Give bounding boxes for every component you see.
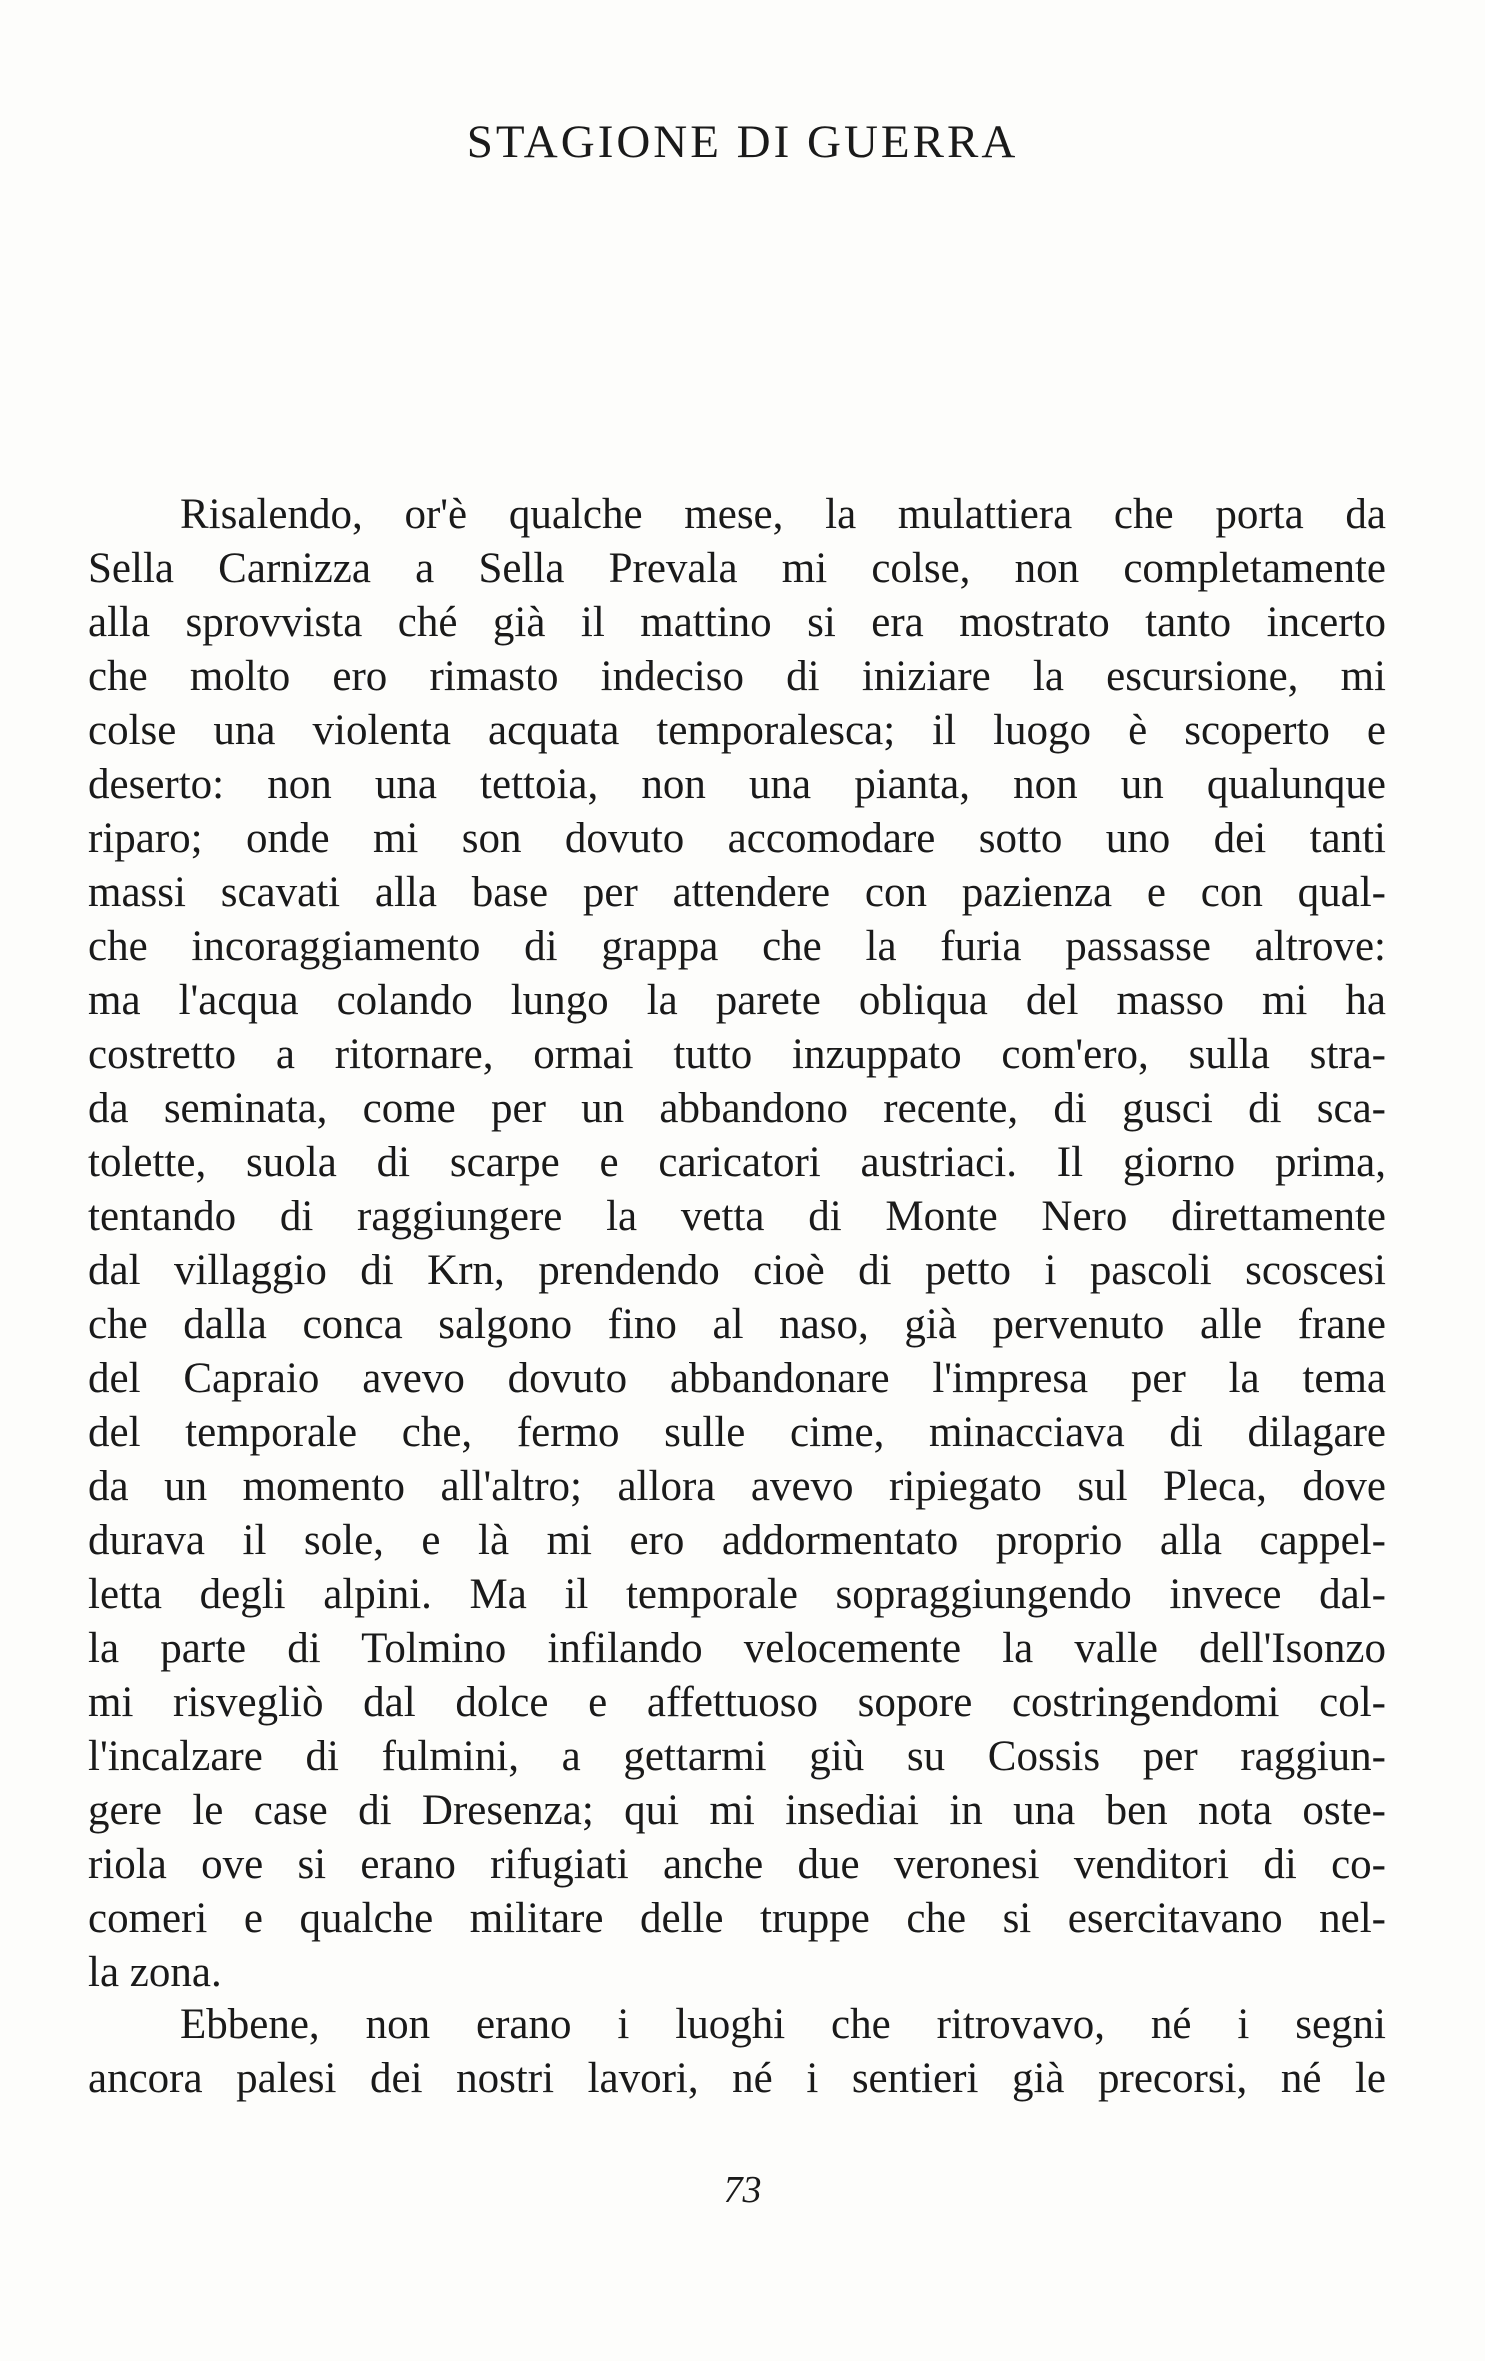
text-line: Ebbene, non erano i luoghi che ritrovavo, né i segni — [180, 2001, 1386, 2048]
text-line: alla sprovvista ché già il mattino si era mostrato tanto incerto — [88, 599, 1386, 646]
text-line: tentando di raggiungere la vetta di Monte Nero direttamente — [88, 1193, 1386, 1240]
text-line: del Capraio avevo dovuto abbandonare l'impresa per la tema — [88, 1355, 1386, 1402]
text-line: da un momento all'altro; allora avevo ripiegato sul Pleca, dove — [88, 1463, 1386, 1510]
text-line: durava il sole, e là mi ero addormentato proprio alla cappel- — [88, 1517, 1386, 1564]
text-line: del temporale che, fermo sulle cime, minacciava di dilagare — [88, 1409, 1386, 1456]
text-line: colse una violenta acquata temporalesca; il luogo è scoperto e — [88, 707, 1386, 754]
text-line: costretto a ritornare, ormai tutto inzuppato com'ero, sulla stra- — [88, 1031, 1386, 1078]
text-line: tolette, suola di scarpe e caricatori austriaci. Il giorno prima, — [88, 1139, 1386, 1186]
text-line: Risalendo, or'è qualche mese, la mulattiera che porta da — [180, 491, 1386, 538]
running-head: STAGIONE DI GUERRA — [466, 116, 1019, 168]
paragraph-2 — [88, 1998, 1386, 2106]
text-line: riparo; onde mi son dovuto accomodare sotto uno dei tanti — [88, 815, 1386, 862]
text-line: deserto: non una tettoia, non una pianta, non un qualunque — [88, 761, 1386, 808]
text-line: la zona. — [88, 1949, 222, 1996]
text-line: comeri e qualche militare delle truppe che si esercitavano nel- — [88, 1895, 1386, 1942]
page-number: 73 — [723, 2169, 762, 2211]
text-line: gere le case di Dresenza; qui mi insediai in una ben nota oste- — [88, 1787, 1386, 1834]
text-line: massi scavati alla base per attendere con pazienza e con qual- — [88, 869, 1386, 916]
text-line: che incoraggiamento di grappa che la furia passasse altrove: — [88, 923, 1386, 970]
text-line: l'incalzare di fulmini, a gettarmi giù su Cossis per raggiun- — [88, 1733, 1386, 1780]
text-line: ma l'acqua colando lungo la parete obliqua del masso mi ha — [88, 977, 1386, 1024]
text-line: ancora palesi dei nostri lavori, né i sentieri già precorsi, né le — [88, 2055, 1386, 2102]
text-line: dal villaggio di Krn, prendendo cioè di petto i pascoli scoscesi — [88, 1247, 1386, 1294]
text-line: mi risvegliò dal dolce e affettuoso sopore costringendomi col- — [88, 1679, 1386, 1726]
text-line: che dalla conca salgono fino al naso, già pervenuto alle frane — [88, 1301, 1386, 1348]
text-line: letta degli alpini. Ma il temporale sopraggiungendo invece dal- — [88, 1571, 1386, 1618]
text-line: Sella Carnizza a Sella Prevala mi colse, non completamente — [88, 545, 1386, 592]
text-line: da seminata, come per un abbandono recente, di gusci di sca- — [88, 1085, 1386, 1132]
text-line: la parte di Tolmino infilando velocemente la valle dell'Isonzo — [88, 1625, 1386, 1672]
text-line: che molto ero rimasto indeciso di iniziare la escursione, mi — [88, 653, 1386, 700]
paragraph-1 — [88, 488, 1386, 2000]
text-line: riola ove si erano rifugiati anche due veronesi venditori di co- — [88, 1841, 1386, 1888]
